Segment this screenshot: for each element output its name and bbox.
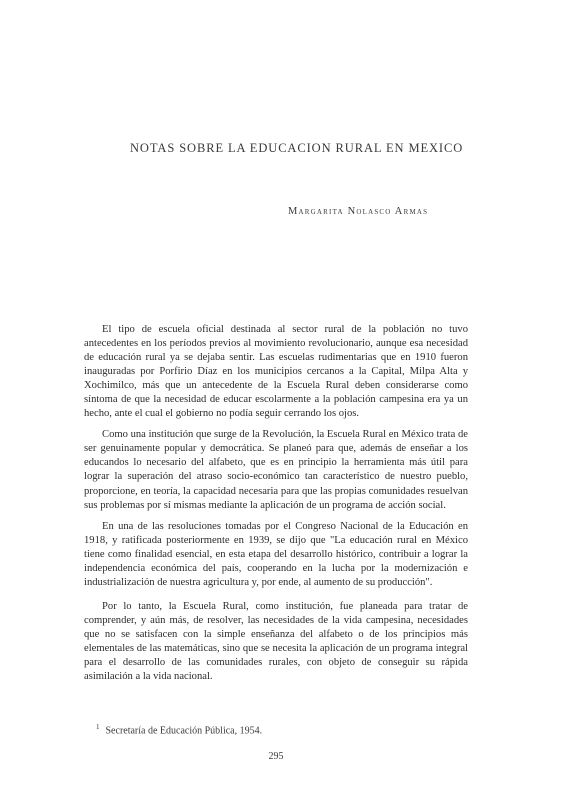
article-body: [84, 323, 468, 691]
footnote-mark: 1: [96, 723, 100, 731]
footnote: [96, 723, 456, 736]
paragraph-4: Por lo tanto, la Escuela Rural, como institución, fue planeada para tratar de comprender, y aún más, de resolver, las necesidades de la vida campesina, necesidades que no se satisfacen con la simple enseñanza del alfabeto o de los principios más elementales de las matemáticas, sino que se necesita la aplicación de un programa integral para el desarrollo de las comunidades rurales, con objeto de conseguir su rápida asimilación a la vida nacional.: [84, 600, 468, 683]
paragraph-1: El tipo de escuela oficial destinada al sector rural de la población no tuvo antecedentes en los períodos previos al movimiento revolucionario, aunque esa necesidad de educación rural ya se dejaba sentir. Las escuelas rudimentarias que en 1910 fueron inauguradas por Porfirio Díaz en los municipios cercanos a la Capital, Milpa Alta y Xochimilco, más que un antecedente de la Escuela Rural deben considerarse como síntoma de que la necesidad de educar escolarmente a la población campesina era ya un hecho, ante el cual el gobierno no podía seguir cerrando los ojos.: [84, 324, 468, 420]
footnote-text: Secretaría de Educación Pública, 1954.: [105, 725, 263, 737]
page-number: 295: [268, 751, 284, 762]
paragraph-3: En una de las resoluciones tomadas por el Congreso Nacional de la Educación en 1918, y ratificada posteriormente en 1939, se dijo que "La educación rural en México tiene como finalidad esencial, en esta etapa del desarrollo histórico, contribuir a lograr la independencia económica del país, cooperando en la lucha por la modernización e industrialización de nuestra agricultura y, por ende, al aumento de su producción".: [84, 520, 468, 588]
author-name: Margarita Nolasco Armas: [288, 206, 429, 217]
article-title: NOTAS SOBRE LA EDUCACION RURAL EN MEXICO: [130, 141, 464, 155]
paragraph-2: Como una institución que surge de la Revolución, la Escuela Rural en México trata de ser genuinamente popular y democrática. Se planeó para que, además de enseñar a los educandos lo necesario del alfabeto, que es en principio la herramienta más útil para lograr la superación del atraso socio-económico tan característico de nuestro pueblo, proporcione, en teoría, la capacidad necesaria para que las propias comunidades resuelvan sus problemas por sí mismas mediante la aplicación de un programa de acción social.: [84, 429, 468, 511]
